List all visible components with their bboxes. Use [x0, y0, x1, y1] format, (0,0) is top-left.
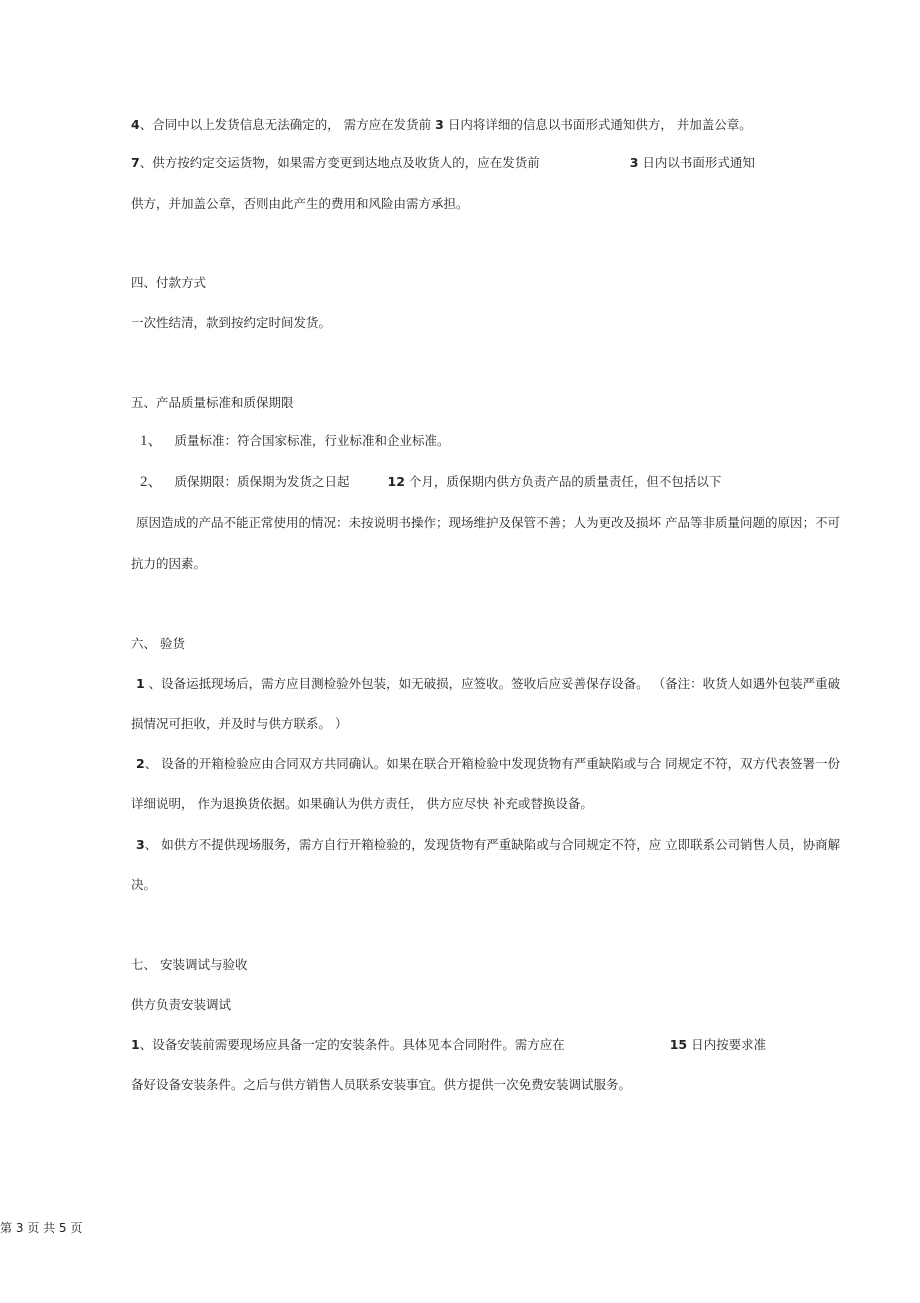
item-text: 、设备运抵现场后，需方应目测检验外包装，如无破损，应签收。签收后应妥善保存设备。 （备注：收货人如遇外包装严重破 [144, 676, 841, 691]
inspection-item-1-continuation: 损情况可拒收，并及时与供方联系。 ） [131, 716, 348, 731]
months-value: 12 [387, 474, 405, 489]
item-number: 2、 [140, 474, 163, 490]
clause-4-line [131, 119, 752, 132]
item-number: 1 [131, 1037, 140, 1052]
item-number: 3 [136, 837, 145, 852]
item-number: 1、 [140, 433, 163, 449]
item-text: 、设备安装前需要现场应具备一定的安装条件。具体见本合同附件。需方应在 [139, 1037, 565, 1052]
item-text: 质量标准：符合国家标准，行业标准和企业标准。 [174, 433, 450, 448]
days-value: 15 [669, 1037, 688, 1052]
clause-text: 日内将详细的信息以书面形式通知供方， 并加盖公章。 [443, 117, 752, 132]
installation-intro: 供方负责安装调试 [131, 997, 232, 1012]
page-footer: 第 3 页 共 5 页 [0, 1221, 83, 1235]
item-text: 设备的开箱检验应由合同双方共同确认。如果在联合开箱检验中发现货物有严重缺陷或与合 同规定不符，双方代表签署一份 [161, 756, 841, 771]
quality-item-2-continuation: 原因造成的产品不能正常使用的情况：未按说明书操作；现场维护及保管不善；人为更改及损坏 产品等非质量问题的原因；不可 [136, 515, 840, 530]
item-text: 日内按要求准 [687, 1037, 767, 1052]
quality-item-1 [140, 434, 450, 449]
item-number: 1 [136, 676, 145, 691]
clause-number: 4 [131, 117, 140, 132]
item-text: 质保期限：质保期为发货之日起 [174, 474, 350, 489]
clause-number: 7 [131, 155, 140, 170]
days-value: 3 [629, 155, 639, 170]
installation-item-1-continuation: 备好设备安装条件。之后与供方销售人员联系安装事宜。供方提供一次免费安装调试服务。 [131, 1077, 632, 1092]
inspection-item-2-continuation: 详细说明， 作为退换货依据。如果确认为供方责任， 供方应尽快 补充或替换设备。 [131, 796, 593, 811]
inspection-item-2 [136, 758, 840, 771]
section-heading-quality: 五、产品质量标准和质保期限 [131, 395, 294, 410]
section-heading-inspection: 六、 验货 [131, 636, 185, 651]
clause-text: 、合同中以上发货信息无法确定的， 需方应在发货前 [139, 117, 436, 132]
item-number: 2 [136, 756, 145, 771]
clause-7-continuation: 供方，并加盖公章，否则由此产生的费用和风险由需方承担。 [131, 196, 469, 211]
inspection-item-3 [136, 839, 840, 852]
item-text: 个月，质保期内供方负责产品的质量责任，但不包括以下 [404, 474, 722, 489]
item-text: 如供方不提供现场服务，需方自行开箱检验的，发现货物有严重缺陷或与合同规定不符，应 立即联系公司销售人员，协商解 [161, 837, 841, 852]
clause-text: 日内以书面形式通知 [638, 155, 755, 170]
section-heading-installation: 七、 安装调试与验收 [131, 957, 248, 972]
list-separator: 、 [144, 837, 162, 852]
payment-text: 一次性结清，款到按约定时间发货。 [131, 315, 332, 330]
days-value: 3 [435, 117, 444, 132]
clause-text: 、供方按约定交运货物，如果需方变更到达地点及收货人的，应在发货前 [139, 155, 540, 170]
clause-7-line [131, 157, 755, 170]
inspection-item-3-continuation: 决。 [131, 877, 157, 892]
inspection-item-1 [136, 678, 840, 691]
installation-item-1 [131, 1039, 766, 1052]
list-separator: 、 [144, 756, 162, 771]
section-heading-payment: 四、付款方式 [131, 275, 207, 290]
quality-item-2 [140, 475, 721, 490]
quality-item-2-continuation-2: 抗力的因素。 [131, 556, 207, 571]
